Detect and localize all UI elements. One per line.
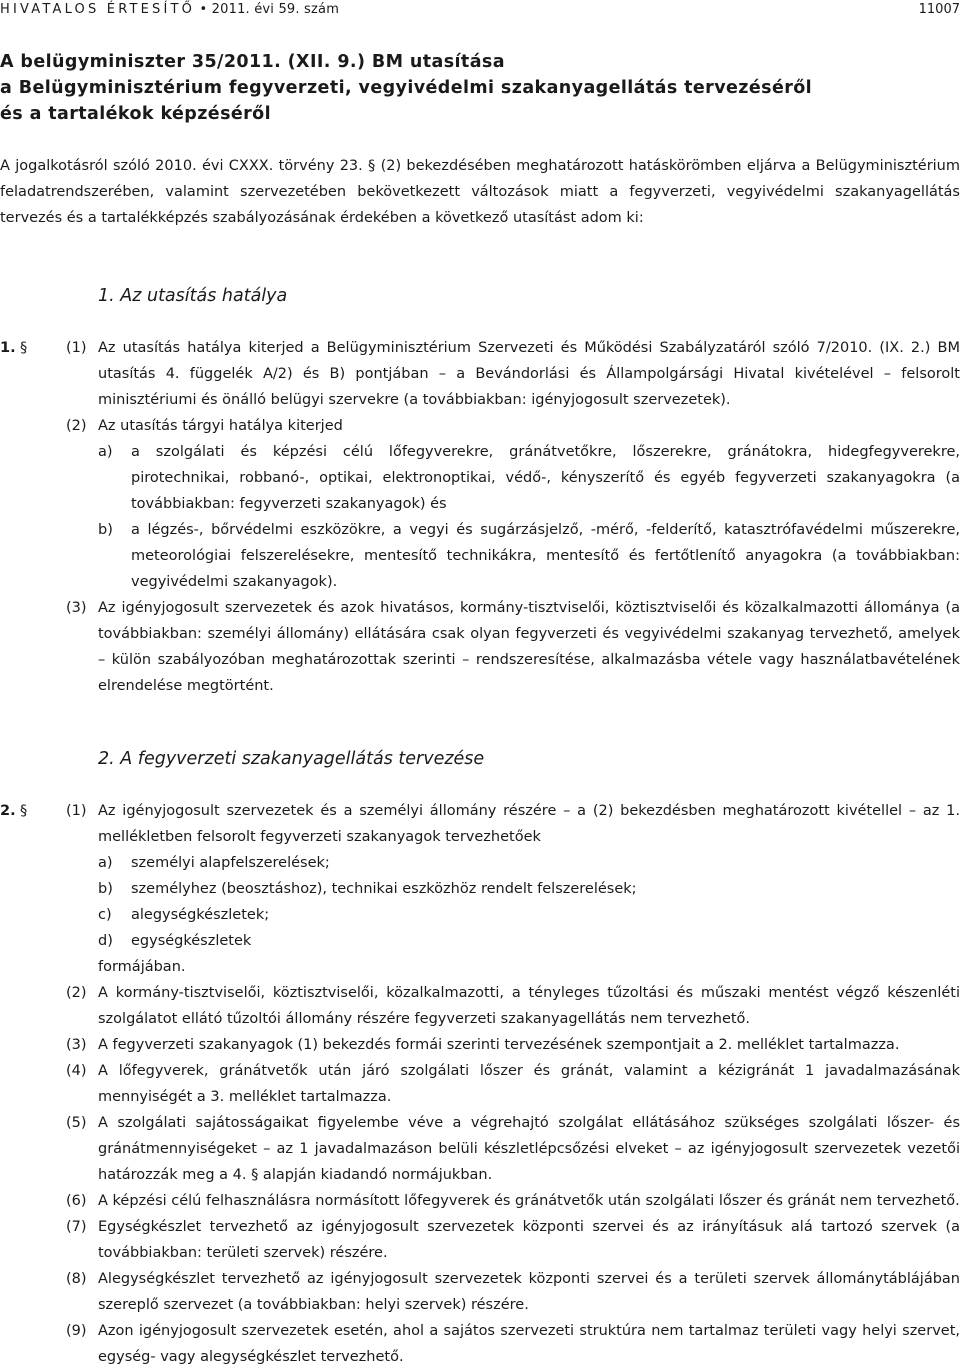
paragraph-number: (1) <box>66 803 87 819</box>
section-2-paragraph-8 <box>0 1266 960 1318</box>
paragraph-text: A szolgálati sajátosságaikat figyelembe véve a végrehajtó szolgálat ellátásához szükséges szolgálati lőszer- és gránátmennyiségeket – az 1 javadalmazáson belüli készletlépcsőzési elveket – az igényjogosult szervezetek vezetői határozzák meg a 4. § alapján kiadandó normájukban. <box>98 1115 960 1183</box>
section-2-number: 2. <box>0 803 16 819</box>
section-1-paragraph-2 <box>0 413 960 439</box>
paragraph-number: (7) <box>66 1219 87 1235</box>
paragraph-text: Az igényjogosult szervezetek és azok hivatásos, kormány-tisztviselői, köztisztviselői és közalkalmazotti állománya (a továbbiakban: személyi állomány) ellátására csak olyan fegyverzeti és vegyivédelmi szakanyag tervezhető, amelyek – külön szabályozóban meghatározottak szerinti – rendszeresítése, alkalmazásba vétele vagy használatbavételének elrendelése megtörtént. <box>98 600 960 694</box>
list-item <box>0 517 960 595</box>
section-2-paragraph-9 <box>0 1318 960 1370</box>
paragraph-text: Az utasítás tárgyi hatálya kiterjed <box>98 418 343 434</box>
paragraph-text: Az utasítás hatálya kiterjed a Belügyminisztérium Szervezeti és Működési Szabályzatáról szóló 7/2010. (IX. 2.) BM utasítás 4. függelék A/2) és B) pontjában – a Bevándorlási és Állampolgársági Hivatal kivételével – felsorolt minisztériumi és önálló belügyi szervekre (a továbbiakban: igényjogosult szervezetek). <box>98 340 960 408</box>
item-letter: b) <box>98 522 113 538</box>
paragraph-number: (5) <box>66 1115 87 1131</box>
section-1 <box>0 335 960 699</box>
item-text: személyhez (beosztáshoz), technikai eszközhöz rendelt felszerelések; <box>131 881 637 897</box>
chapter-2-heading: 2. A fegyverzeti szakanyagellátás tervezése <box>98 749 485 769</box>
preamble-text: A jogalkotásról szóló 2010. évi CXXX. törvény 23. § (2) bekezdésében meghatározott hatáskörömben eljárva a Belügyminisztérium feladatrendszerében, valamint szervezetében bekövetkezett változások miatt a fegyverzeti, vegyivédelmi szakanyagellátás tervezés és a tartalékképzés szabályozásának érdekében a következő utasítást adom ki: <box>0 158 960 226</box>
journal-name: HIVATALOS ÉRTESÍTŐ <box>0 2 196 17</box>
paragraph-text: Az igényjogosult szervezetek és a személyi állomány részére – a (2) bekezdésben meghatározott kivétellel – az 1. mellékletben felsorolt fegyverzeti szakanyagok tervezhetőek <box>98 803 960 845</box>
list-item <box>0 902 960 928</box>
section-2-paragraph-5 <box>0 1110 960 1188</box>
paragraph-number: (1) <box>66 340 87 356</box>
section-1-paragraph-1 <box>0 335 960 413</box>
paragraph-text: A fegyverzeti szakanyagok (1) bekezdés formái szerinti tervezésének szempontjait a 2. melléklet tartalmazza. <box>98 1037 900 1053</box>
list-item <box>0 876 960 902</box>
document-title <box>0 49 960 127</box>
item-letter: d) <box>98 933 113 949</box>
preamble <box>0 153 960 231</box>
chapter-1-heading: 1. Az utasítás hatálya <box>98 286 288 306</box>
section-2-paragraph-7 <box>0 1214 960 1266</box>
item-letter: c) <box>98 907 112 923</box>
paragraph-number: (2) <box>66 985 87 1001</box>
paragraph-text: Alegységkészlet tervezhető az igényjogosult szervezetek központi szervei és a területi szervek állománytáblájában szereplő szervezet (a továbbiakban: helyi szervek) részére. <box>98 1271 960 1313</box>
paragraph-number: (3) <box>66 600 87 616</box>
item-letter: a) <box>98 444 113 460</box>
section-sign: § <box>20 340 28 356</box>
item-text: a légzés-, bőrvédelmi eszközökre, a vegyi és sugárzásjelző, -mérő, -felderítő, katasztrófavédelmi műszerekre, meteorológiai felszerelésekre, mentesítő technikákra, mentesítő és fertőtlenítő anyagokra (a továbbiakban: vegyivédelmi szakanyagok). <box>131 522 960 590</box>
title-line-3: és a tartalékok képzéséről <box>0 104 272 124</box>
list-item <box>0 928 960 954</box>
section-2-paragraph-1 <box>0 798 960 850</box>
page-number: 11007 <box>918 2 960 17</box>
bullet-separator: • <box>199 2 208 17</box>
paragraph-number: (6) <box>66 1193 87 1209</box>
paragraph-text: Azon igényjogosult szervezetek esetén, ahol a sajátos szervezeti struktúra nem tartalmaz területi vagy helyi szervet, egység- vagy alegységkészlet tervezhető. <box>98 1323 960 1365</box>
item-text: egységkészletek <box>131 933 252 949</box>
section-1-paragraph-3 <box>0 595 960 699</box>
paragraph-text: A kormány-tisztviselői, köztisztviselői, közalkalmazotti, a tényleges tűzoltási és műszaki mentést végző készenléti szolgálatot ellátó tűzoltói állomány részére fegyverzeti szakanyagellátás nem tervezhető. <box>98 985 960 1027</box>
paragraph-number: (8) <box>66 1271 87 1287</box>
paragraph-tail: formájában. <box>98 959 186 975</box>
paragraph-number: (9) <box>66 1323 87 1339</box>
title-line-1: A belügyminiszter 35/2011. (XII. 9.) BM utasítása <box>0 52 505 72</box>
paragraph-text: A lőfegyverek, gránátvetők után járó szolgálati lőszer és gránát, valamint a kézigránát 1 javadalmazásának mennyiségét a 3. melléklet tartalmazza. <box>98 1063 960 1105</box>
paragraph-text: A képzési célú felhasználásra normásított lőfegyverek és gránátvetők után szolgálati lőszer és gránát nem tervezhető. <box>98 1193 960 1209</box>
title-line-2: a Belügyminisztérium fegyverzeti, vegyivédelmi szakanyagellátás tervezéséről <box>0 78 813 98</box>
item-text: alegységkészletek; <box>131 907 270 923</box>
section-sign: § <box>20 803 28 819</box>
item-text: személyi alapfelszerelések; <box>131 855 330 871</box>
list-item <box>0 850 960 876</box>
section-2-paragraph-3 <box>0 1032 960 1058</box>
section-2-paragraph-2 <box>0 980 960 1032</box>
header-left <box>0 0 339 20</box>
running-header <box>0 0 960 20</box>
paragraph-number: (2) <box>66 418 87 434</box>
paragraph-number: (3) <box>66 1037 87 1053</box>
item-text: a szolgálati és képzési célú lőfegyverekre, gránátvetőkre, lőszerekre, gránátokra, hidegfegyverekre, pirotechnikai, robbanó-, optikai, elektronoptikai, védő-, kényszerítő és egyéb fegyverzeti szakanyagokra (a továbbiakban: fegyverzeti szakanyagok) és <box>131 444 960 512</box>
item-letter: b) <box>98 881 113 897</box>
list-item <box>0 439 960 517</box>
section-2 <box>0 798 960 1370</box>
paragraph-text: Egységkészlet tervezhető az igényjogosult szervezetek központi szervei és az irányításuk alá tartozó szervek (a továbbiakban: területi szervek) részére. <box>98 1219 960 1261</box>
issue-label: 2011. évi 59. szám <box>211 2 340 17</box>
section-2-paragraph-4 <box>0 1058 960 1110</box>
section-2-paragraph-6 <box>0 1188 960 1214</box>
item-letter: a) <box>98 855 113 871</box>
paragraph-number: (4) <box>66 1063 87 1079</box>
section-1-number: 1. <box>0 340 16 356</box>
